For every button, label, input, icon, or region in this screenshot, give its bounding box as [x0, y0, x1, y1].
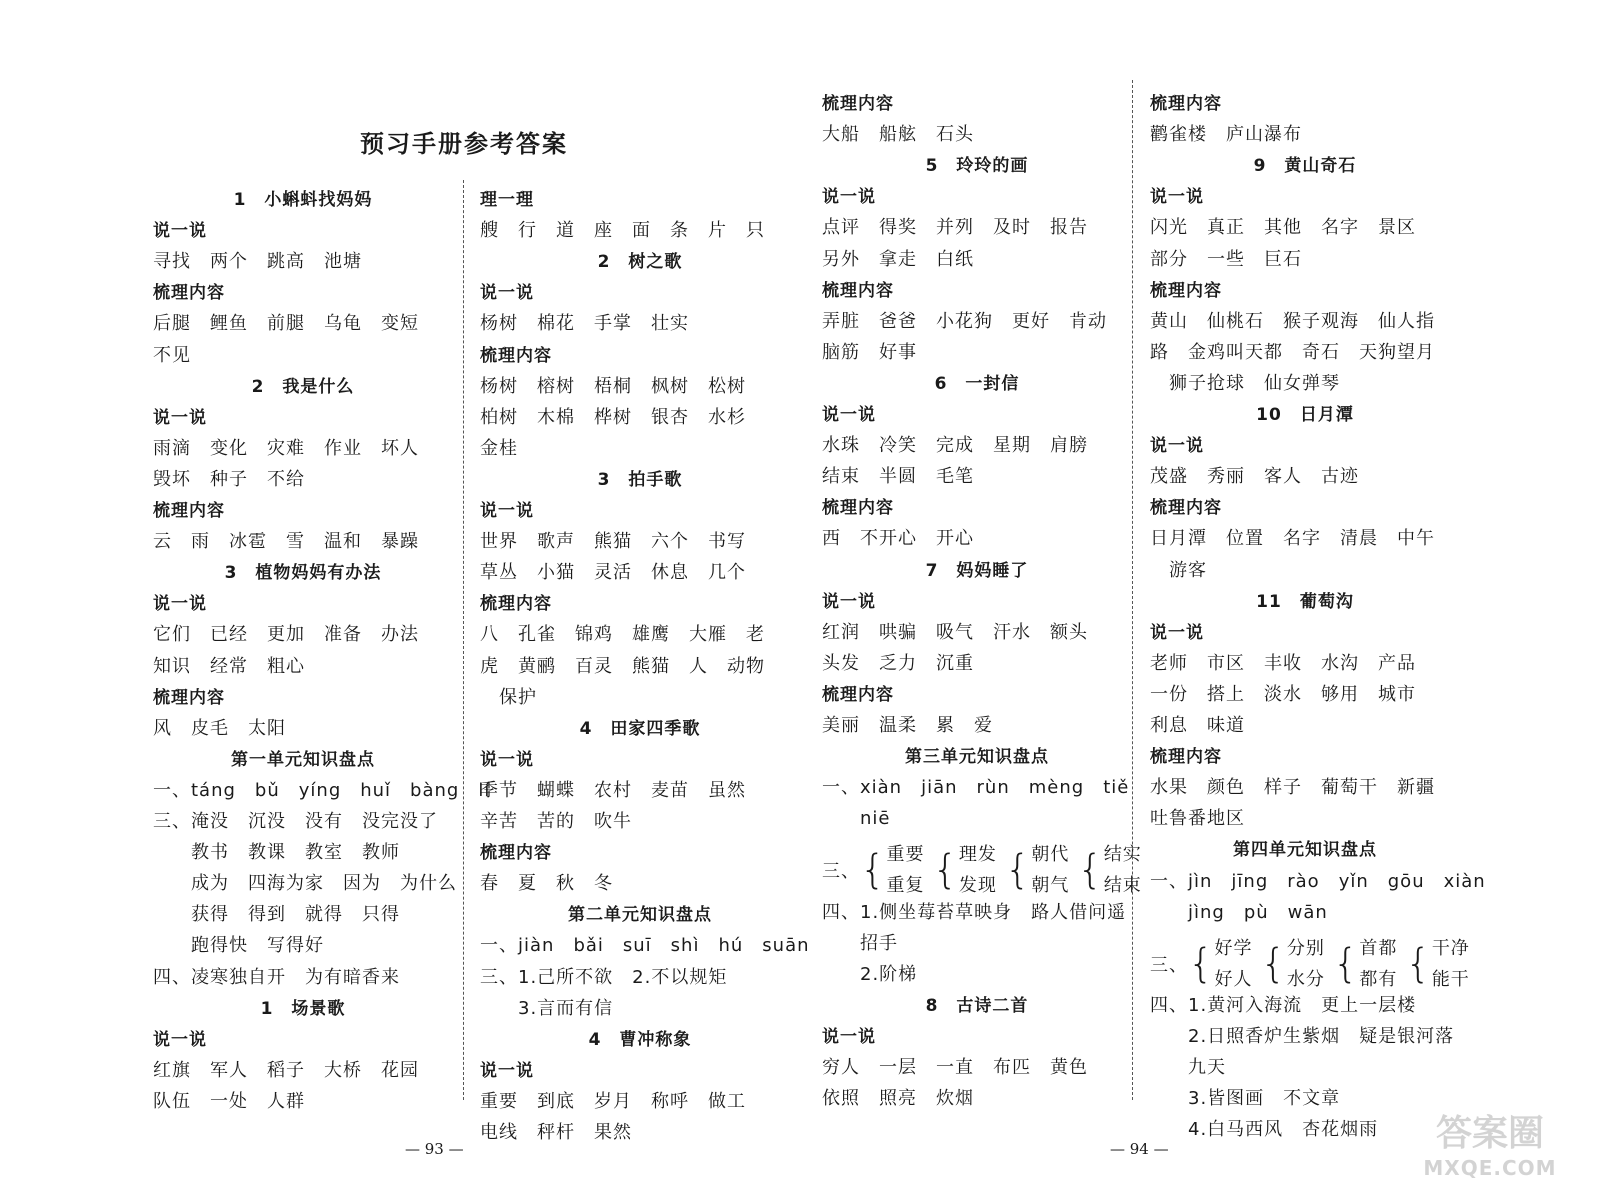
subsection-label: 说一说: [153, 407, 207, 428]
answer-line: 利息 味道: [1150, 715, 1245, 736]
answer-line: 八 孔雀 锦鸡 雄鹰 大雁 老: [480, 624, 765, 646]
answer-line: 它们 已经 更加 准备 办法: [153, 624, 419, 646]
section-heading: 2 我是什么: [251, 376, 355, 397]
subsection-label: 说一说: [153, 594, 207, 615]
answer-line: 红润 哄骗 吸气 汗水 额头: [822, 621, 1088, 643]
answer-line: 闪光 真正 其他 名字 景区: [1150, 217, 1416, 239]
answer-line: 4.白马西风 杏花烟雨: [1150, 1119, 1379, 1141]
answer-line: 重要 到底 岁月 称呼 做工: [480, 1090, 746, 1112]
answer-line: 一、jìn jīng rào yǐn gōu xiàn: [1150, 870, 1486, 892]
subsection-label: 说一说: [480, 283, 534, 304]
section-heading: 2 树之歌: [597, 252, 683, 273]
bracket-prefix: 三、: [822, 861, 860, 883]
bracket-word: 理发: [958, 844, 997, 866]
section-heading: 4 田家四季歌: [579, 718, 701, 739]
subsection-label: 说一说: [480, 501, 534, 521]
subsection-label: 梳理内容: [480, 843, 552, 864]
answer-line: jìng pù wān: [1150, 901, 1328, 923]
subsection-label: 说一说: [153, 221, 207, 242]
section-heading: 第四单元知识盘点: [1233, 840, 1377, 861]
bracket-word: 好学: [1214, 937, 1253, 959]
answer-line: 四、1.黄河入海流 更上一层楼: [1150, 994, 1417, 1016]
brace-glyph: {: [1405, 940, 1432, 987]
subsection-label: 说一说: [822, 187, 876, 208]
answer-line: 成为 四海为家 因为 为什么: [153, 873, 457, 895]
bracket-word: 分别: [1286, 937, 1325, 959]
section-heading: 1 场景歌: [260, 998, 346, 1019]
section-heading: 1 小蝌蚪找妈妈: [233, 190, 373, 210]
bracket-word: 干净: [1431, 937, 1470, 959]
section-heading: 6 一封信: [934, 373, 1020, 394]
subsection-label: 梳理内容: [480, 594, 552, 615]
divider-dashed: [463, 180, 464, 1100]
answer-line: 鹳雀楼 庐山瀑布: [1150, 124, 1302, 146]
answer-line: 四、1.侧坐莓苔草映身 路人借问遥: [822, 901, 1127, 923]
subsection-label: 说一说: [822, 1027, 876, 1047]
answer-line: 结束 半圆 毛笔: [822, 466, 974, 488]
answer-line: 游客: [1150, 559, 1207, 581]
bracket-word: 发现: [958, 875, 997, 897]
subsection-label: 说一说: [480, 749, 534, 770]
answer-line: 艘 行 道 座 面 条 片 只: [480, 220, 765, 242]
bracket-word: 朝代: [1031, 844, 1070, 866]
answer-line: 九天: [1150, 1057, 1226, 1079]
answer-line: 大船 船舷 石头: [822, 124, 974, 146]
answer-line: 一、xiàn jiān rùn mèng tiě: [822, 777, 1130, 799]
brace-glyph: {: [860, 847, 887, 894]
answer-line: 西 不开心 开心: [822, 528, 974, 550]
brace-glyph: {: [932, 847, 959, 894]
answer-line: 茂盛 秀丽 客人 古迹: [1150, 466, 1359, 488]
answer-line: 招手: [822, 932, 898, 954]
section-heading: 第一单元知识盘点: [231, 749, 375, 770]
watermark-logo: 答案圈 MXQE.COM: [1423, 1113, 1557, 1180]
bracket-word: 重复: [886, 875, 925, 897]
section-heading: 10 日月潭: [1256, 405, 1354, 425]
section-heading: 4 曹冲称象: [588, 1029, 692, 1050]
answer-line: 雨滴 变化 灾难 作业 坏人: [153, 437, 419, 459]
answer-line: 头发 乏力 沉重: [822, 652, 974, 674]
subsection-label: 说一说: [822, 405, 876, 425]
answer-line: 三、淹没 沉没 没有 没完没了: [153, 811, 438, 832]
answer-line: 风 皮毛 太阳: [153, 717, 286, 739]
bracket-word: 结实: [1103, 844, 1142, 866]
answer-line: 日月潭 位置 名字 清晨 中午: [1150, 528, 1435, 550]
divider-dashed: [1132, 80, 1133, 1100]
subsection-label: 梳理内容: [153, 687, 225, 708]
answer-line: 一份 搭上 淡水 够用 城市: [1150, 683, 1416, 705]
answer-line: 2.日照香炉生紫烟 疑是银河落: [1150, 1026, 1455, 1047]
answer-line: 毁坏 种子 不给: [153, 468, 305, 490]
subsection-label: 梳理内容: [822, 280, 894, 301]
subsection-label: 梳理内容: [822, 94, 894, 114]
subsection-label: 说一说: [1150, 436, 1204, 457]
brace-glyph: {: [1188, 940, 1215, 987]
answer-line: 水珠 冷笑 完成 星期 肩膀: [822, 435, 1088, 457]
answer-line: 辛苦 苦的 吹牛: [480, 811, 632, 832]
answer-line: 老师 市区 丰收 水沟 产品: [1150, 652, 1416, 674]
subsection-label: 说一说: [822, 591, 876, 612]
subsection-label: 梳理内容: [153, 501, 225, 521]
bracket-word-groups: [822, 839, 1142, 901]
answer-line: 后腿 鲤鱼 前腿 乌龟 变短: [153, 313, 419, 335]
subsection-label: 梳理内容: [1150, 280, 1222, 301]
answer-line: 队伍 一处 人群: [153, 1090, 305, 1112]
answer-line: 杨树 棉花 手掌 壮实: [480, 313, 689, 335]
answer-line: 电线 秤杆 果然: [480, 1122, 632, 1143]
bracket-word: 重要: [886, 844, 925, 866]
answer-line: niē: [822, 808, 891, 830]
answer-line: 一、jiàn bǎi suī shì hú suān: [480, 935, 810, 957]
answer-line: 路 金鸡叫天都 奇石 天狗望月: [1150, 341, 1435, 363]
answer-line: 三、1.己所不欲 2.不以规矩: [480, 966, 728, 988]
answer-line: 3.皆图画 不文章: [1150, 1088, 1341, 1110]
section-heading: 第三单元知识盘点: [905, 747, 1049, 768]
brace-glyph: {: [1004, 847, 1032, 894]
page-number-left: — 93 —: [405, 1140, 464, 1158]
brace-glyph: {: [1077, 847, 1104, 894]
answer-line: 狮子抢球 仙女弹琴: [1150, 372, 1340, 394]
answer-line: 知识 经常 粗心: [153, 655, 305, 677]
answer-line: 季节 蝴蝶 农村 麦苗 虽然: [480, 779, 746, 801]
answer-line: 吐鲁番地区: [1150, 808, 1245, 830]
answer-line: 点评 得奖 并列 及时 报告: [822, 217, 1088, 239]
bracket-word: 首都: [1359, 937, 1398, 959]
answer-line: 依照 照亮 炊烟: [822, 1088, 974, 1110]
subsection-label: 梳理内容: [153, 283, 225, 304]
answer-line: 不见: [153, 344, 191, 366]
subsection-label: 梳理内容: [822, 684, 894, 705]
answer-line: 云 雨 冰雹 雪 温和 暴躁: [153, 531, 419, 553]
answer-line: 世界 歌声 熊猫 六个 书写: [480, 531, 746, 553]
page-title: 预习手册参考答案: [360, 130, 568, 158]
section-heading: 8 古诗二首: [925, 995, 1029, 1016]
answer-line: 3.言而有信: [480, 997, 614, 1019]
bracket-word: 水分: [1286, 968, 1325, 990]
bracket-prefix: 三、: [1150, 954, 1188, 976]
answer-line: 虎 黄鹂 百灵 熊猫 人 动物: [480, 655, 765, 677]
answer-line: 弄脏 爸爸 小花狗 更好 肯动: [822, 310, 1107, 332]
answer-line: 柏树 木棉 桦树 银杏 水杉: [480, 406, 746, 428]
bracket-word: 朝气: [1031, 875, 1070, 897]
bracket-word-groups: [1150, 933, 1470, 995]
section-heading: 5 玲玲的画: [925, 156, 1029, 177]
answer-line: 部分 一些 巨石: [1150, 248, 1302, 270]
section-heading: 7 妈妈睡了: [925, 560, 1029, 581]
answer-line: 一、táng bǔ yíng huǐ bàng lí: [153, 779, 491, 801]
subsection-label: 梳理内容: [1150, 94, 1222, 114]
section-heading: 3 植物妈妈有办法: [224, 563, 382, 584]
answer-line: 四、凌寒独自开 为有暗香来: [153, 966, 400, 988]
subsection-label: 理一理: [480, 190, 534, 210]
answer-line: 美丽 温柔 累 爱: [822, 715, 993, 736]
brace-glyph: {: [1332, 940, 1360, 987]
section-heading: 3 拍手歌: [597, 469, 683, 490]
answer-line: 水果 颜色 样子 葡萄干 新疆: [1150, 777, 1435, 799]
bracket-word: 结束: [1103, 875, 1142, 897]
section-heading: 9 黄山奇石: [1253, 156, 1357, 177]
subsection-label: 说一说: [1150, 187, 1204, 208]
answer-line: 脑筋 好事: [822, 341, 917, 363]
subsection-label: 梳理内容: [822, 498, 894, 519]
answer-line: 杨树 榕树 梧桐 枫树 松树: [480, 375, 746, 397]
answer-line: 草丛 小猫 灵活 休息 几个: [480, 562, 746, 584]
answer-line: 获得 得到 就得 只得: [153, 904, 400, 926]
page-number-right: — 94 —: [1110, 1140, 1169, 1158]
bracket-word: 能干: [1431, 968, 1470, 990]
subsection-label: 梳理内容: [1150, 747, 1222, 768]
section-heading: 第二单元知识盘点: [568, 905, 712, 926]
answer-line: 金桂: [480, 437, 518, 459]
section-heading: 11 葡萄沟: [1256, 591, 1354, 612]
answer-line: 穷人 一层 一直 布匹 黄色: [822, 1057, 1088, 1079]
subsection-label: 说一说: [1150, 622, 1204, 643]
answer-line: 跑得快 写得好: [153, 935, 324, 957]
subsection-label: 梳理内容: [1150, 498, 1222, 519]
subsection-label: 梳理内容: [480, 345, 552, 366]
bracket-word: 好人: [1214, 968, 1253, 990]
answer-line: 保护: [480, 686, 537, 708]
answer-line: 2.阶梯: [822, 963, 918, 985]
subsection-label: 说一说: [153, 1029, 207, 1050]
answer-line: 红旗 军人 稻子 大桥 花园: [153, 1059, 419, 1081]
answer-line: 春 夏 秋 冬: [480, 873, 613, 895]
answer-line: 教书 教课 教室 教师: [153, 842, 400, 864]
bracket-word: 都有: [1359, 968, 1398, 990]
answer-line: 另外 拿走 白纸: [822, 248, 974, 270]
answer-line: 寻找 两个 跳高 池塘: [153, 251, 362, 273]
brace-glyph: {: [1260, 940, 1287, 987]
subsection-label: 说一说: [480, 1060, 534, 1081]
answer-line: 黄山 仙桃石 猴子观海 仙人指: [1150, 310, 1435, 332]
